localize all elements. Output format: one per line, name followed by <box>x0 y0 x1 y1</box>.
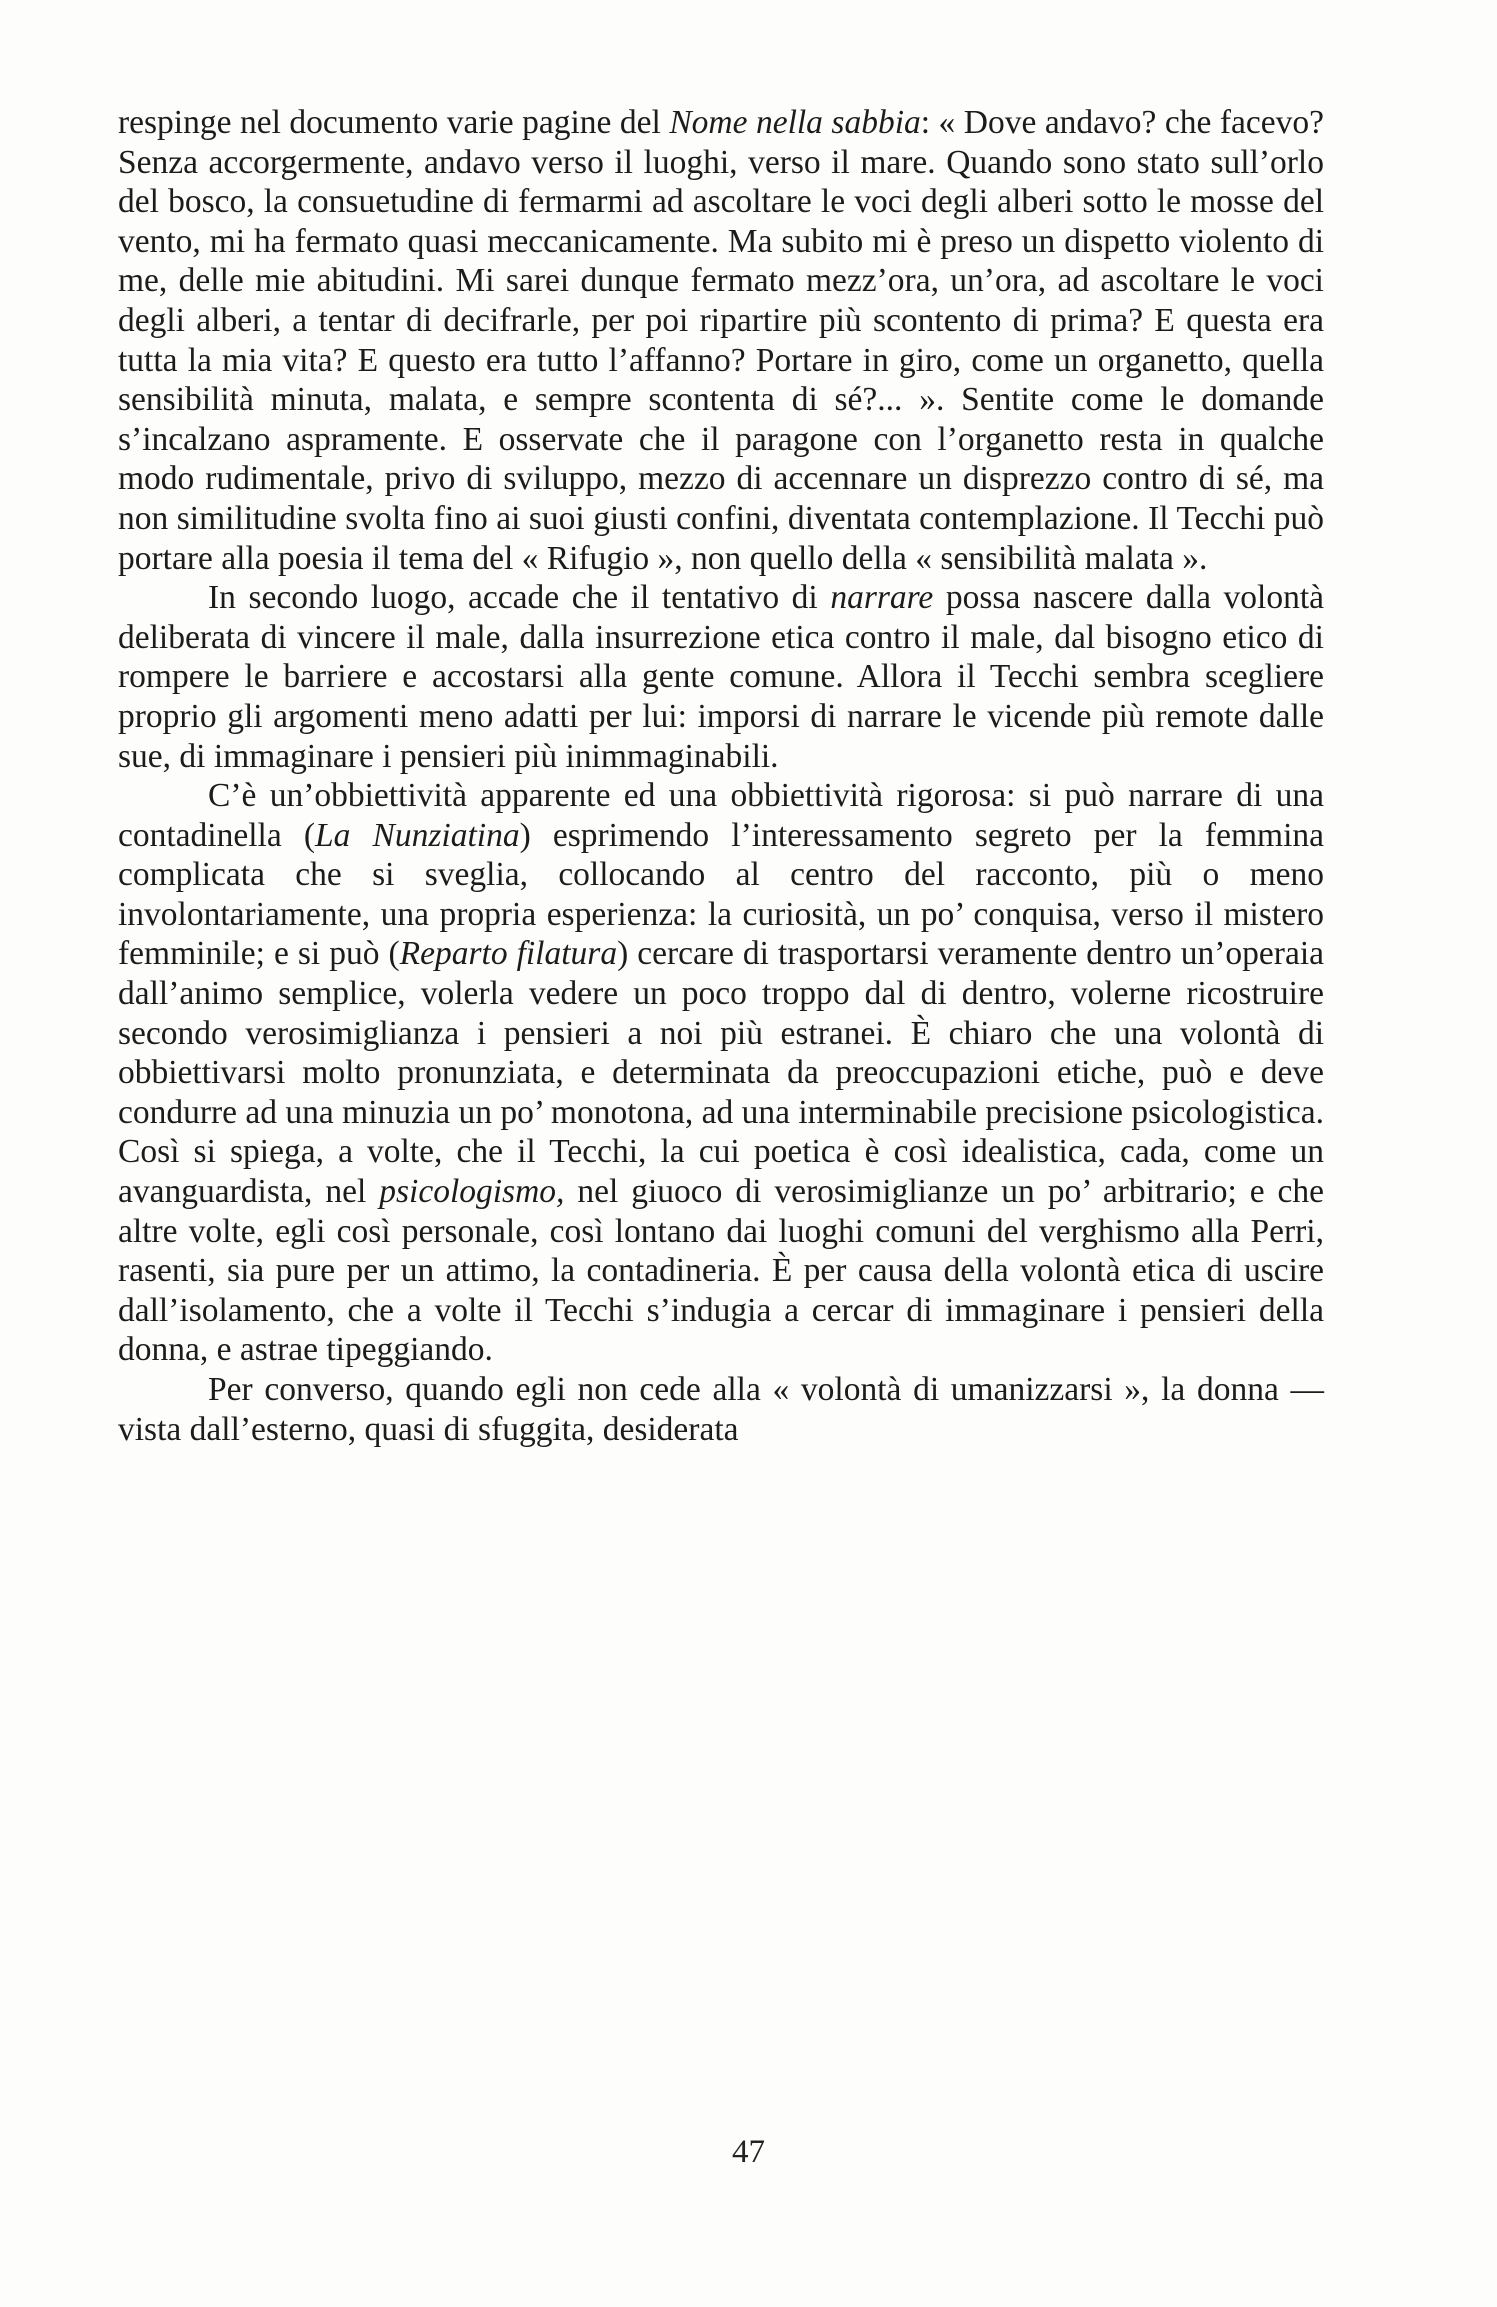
emphasis-narrare: narrare <box>830 579 934 617</box>
text-run: respinge nel documento varie pagine del <box>118 104 670 141</box>
book-title-la-nunziatina: La Nunziatina <box>315 816 520 854</box>
text-run: nel giuoco di verosimiglianze un po’ arbitrario; e che altre volte, egli così personale, così lontano dai luoghi comuni del verghismo alla Perri, rasenti, sia pure per un attimo, la contadineria. È per causa della volontà etica di uscire dall’isolamento, che a volte il Tecchi s’indugia a cercar di immaginare i pensieri della donna, e astrae tipeggiando. <box>118 1173 1324 1369</box>
paragraph-2 <box>118 578 1324 776</box>
book-title-reparto-filatura: Reparto filatura <box>399 935 618 973</box>
text-run: In secondo luogo, accade che il tentativo di <box>208 579 831 617</box>
text-run: : « Dove andavo? che facevo? Senza accorgermente, andavo verso il luoghi, verso il mare. Quando sono stato sull’orlo del bosco, la consuetudine di fermarmi ad ascoltare le voci degli alberi sotto le mosse del vento, mi ha fermato quasi meccanicamente. Ma subito mi è preso un dispetto violento di me, delle mie abitudini. Mi sarei dunque fermato mezz’ora, un’ora, ad ascoltare le voci degli alberi, a tentar di decifrarle, per poi ripartire più scontento di prima? E questa era tutta la mia vita? E questo era tutto l’affanno? Portare in giro, come un organetto, quella sensibilità minuta, malata, e sempre scontenta di sé?... ». Sentite come le domande s’incalzano aspramente. E osservate che il paragone con l’organetto resta in qualche modo rudimentale, privo di sviluppo, mezzo di accennare un disprezzo contro di sé, ma non similitudine svolta fino ai suoi giusti confini, diventata contemplazione. Il Tecchi può portare alla poesia il tema del « Rifugio », non quello della « sensibilità malata ». <box>118 104 1324 577</box>
text-run: C’è un’obbiettività apparente ed una obbiettività rigorosa: si può narrare di una contadinella ( <box>118 777 1324 854</box>
text-run: ) esprimendo l’interessamento segreto per la femmina complicata che si sveglia, collocando al centro del racconto, più o meno involontariamente, una propria esperienza: la curiosità, un po’ conquisa, verso il mistero femminile; e si può ( <box>118 816 1324 973</box>
book-title-nome-nella-sabbia: Nome nella sabbia <box>669 104 921 141</box>
text-run: ) cercare di trasportarsi veramente dentro un’operaia dall’animo semplice, volerla vedere un poco troppo dal di dentro, volerne ricostruire secondo verosimiglianza i pensieri a noi più estranei. È chiaro che una volontà di obbiettivarsi molto pronunziata, e determinata da preoccupazioni etiche, può e deve condurre ad una minuzia un po’ monotona, ad una interminabile precisione psicologistica. Così si spiega, a volte, che il Tecchi, la cui poetica è così idealistica, cada, come un avanguardista, nel <box>118 935 1325 1211</box>
paragraph-1 <box>118 103 1324 578</box>
text-run: Per converso, quando egli non cede alla « volontà di umanizzarsi », la donna — vista dall’esterno, quasi di sfuggita, desiderata <box>118 1371 1324 1448</box>
emphasis-psicologismo: psicologismo, <box>379 1173 565 1211</box>
page-number: 47 <box>732 2134 765 2170</box>
page-body <box>118 103 1324 1449</box>
text-run: possa nascere dalla volontà deliberata di vincere il male, dalla insurrezione etica contro il male, dal bisogno etico di rompere le barriere e accostarsi alla gente comune. Allora il Tecchi sembra scegliere proprio gli argomenti meno adatti per lui: imporsi di narrare le vicende più remote dalle sue, di immaginare i pensieri più inimmaginabili. <box>118 579 1324 775</box>
paragraph-4 <box>118 1370 1324 1449</box>
paragraph-3 <box>118 776 1324 1370</box>
